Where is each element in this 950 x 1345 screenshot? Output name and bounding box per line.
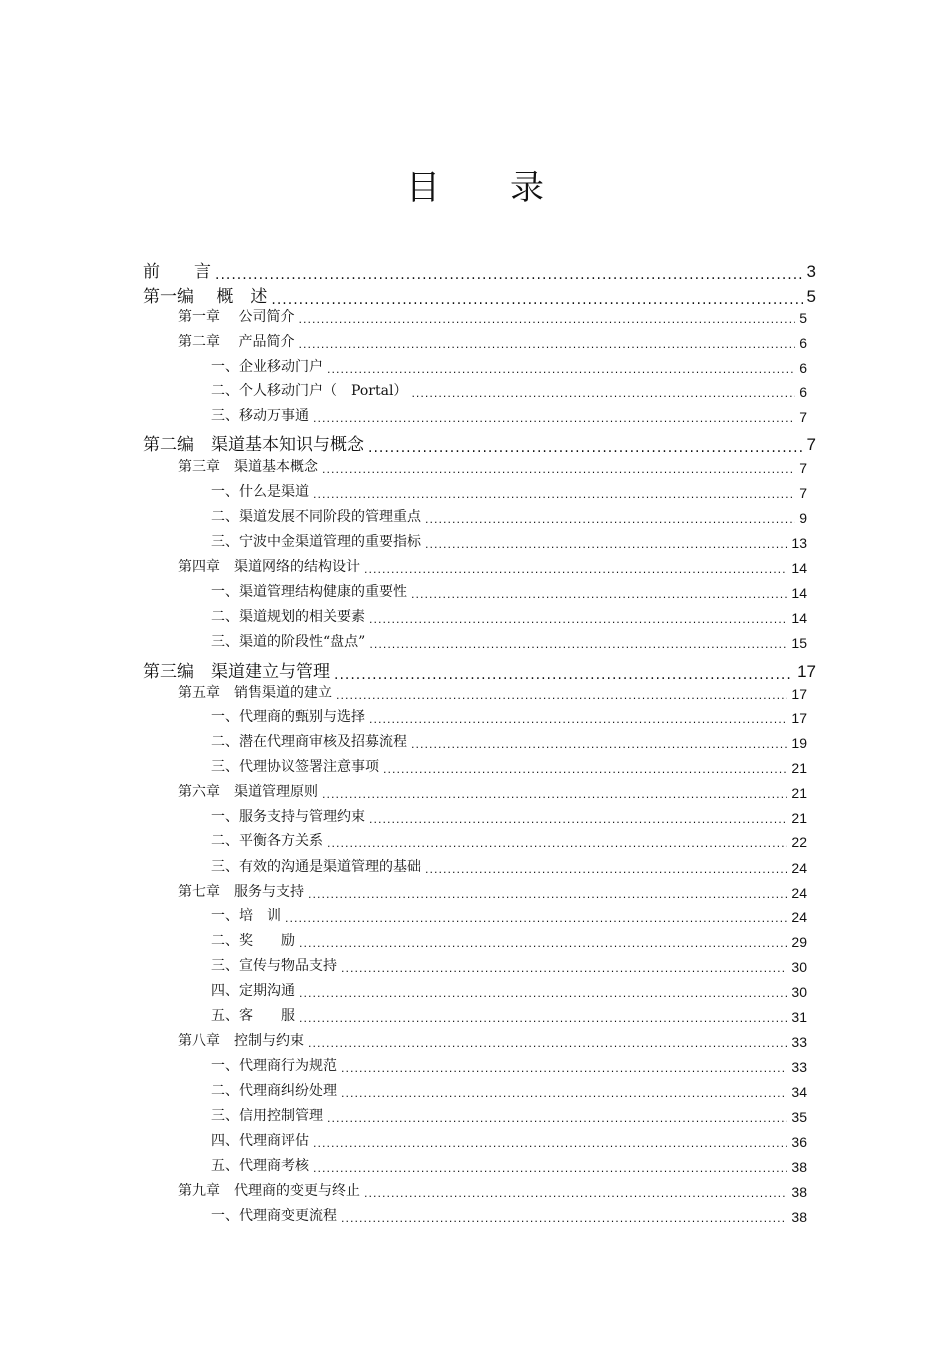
toc-entry-page-number: 17 <box>791 686 807 702</box>
toc-entry-label: 三、有效的沟通是渠道管理的基础 <box>211 859 421 875</box>
toc-entry[interactable] <box>211 1105 807 1125</box>
dot-leader <box>411 737 787 751</box>
toc-entry-page-number: 38 <box>791 1209 807 1225</box>
toc-entry-page-number: 14 <box>791 585 807 601</box>
toc-entry-page-number: 7 <box>799 409 807 425</box>
dot-leader <box>299 986 787 1000</box>
toc-entry-page-number: 14 <box>791 610 807 626</box>
toc-entry[interactable] <box>211 955 807 975</box>
toc-entry-page-number: 38 <box>791 1184 807 1200</box>
toc-entry-label: 二、个人移动门户（ Portal） <box>211 383 408 399</box>
toc-entry[interactable] <box>143 282 816 307</box>
dot-leader <box>364 562 787 576</box>
dot-leader <box>425 862 787 876</box>
toc-entry-page-number: 24 <box>791 909 807 925</box>
toc-entry-label: 一、代理商行为规范 <box>211 1058 337 1074</box>
dot-leader <box>308 887 787 901</box>
toc-entry[interactable] <box>211 830 807 850</box>
toc-entry-label: 第二章 产品简介 <box>178 334 295 350</box>
toc-entry-page-number: 13 <box>791 535 807 551</box>
dot-leader <box>369 812 787 826</box>
dot-leader <box>215 265 803 282</box>
toc-entry-label: 二、平衡各方关系 <box>211 833 323 849</box>
toc-entry[interactable] <box>178 682 807 702</box>
toc-entry[interactable] <box>178 881 807 901</box>
toc-entry-label: 四、代理商评估 <box>211 1133 309 1149</box>
toc-entry-page-number: 30 <box>791 959 807 975</box>
toc-entry[interactable] <box>178 781 807 801</box>
toc-entry-label: 二、渠道发展不同阶段的管理重点 <box>211 509 421 525</box>
toc-entry-page-number: 17 <box>791 710 807 726</box>
toc-entry-page-number: 21 <box>791 760 807 776</box>
toc-entry-label: 四、定期沟通 <box>211 983 295 999</box>
toc-entry-label: 第五章 销售渠道的建立 <box>178 685 332 701</box>
toc-entry[interactable] <box>211 631 807 651</box>
toc-entry[interactable] <box>211 1130 807 1150</box>
toc-entry[interactable] <box>211 905 807 925</box>
dot-leader <box>369 612 787 626</box>
toc-entry-label: 三、宣传与物品支持 <box>211 958 337 974</box>
toc-entry[interactable] <box>143 257 816 282</box>
dot-leader <box>341 1061 787 1075</box>
toc-entry-label: 一、代理商变更流程 <box>211 1208 337 1224</box>
toc-entry-page-number: 33 <box>791 1034 807 1050</box>
dot-leader <box>298 312 795 326</box>
toc-entry-page-number: 5 <box>799 310 807 326</box>
toc-entry-page-number: 14 <box>791 560 807 576</box>
dot-leader <box>364 1186 787 1200</box>
toc-entry-page-number: 7 <box>799 485 807 501</box>
toc-entry[interactable] <box>211 930 807 950</box>
toc-entry[interactable] <box>211 856 807 876</box>
toc-entry-label: 二、代理商纠纷处理 <box>211 1083 337 1099</box>
toc-entry[interactable] <box>143 657 816 682</box>
toc-entry[interactable] <box>211 506 807 526</box>
toc-entry-label: 三、移动万事通 <box>211 408 309 424</box>
toc-entry[interactable] <box>178 456 807 476</box>
toc-entry-page-number: 7 <box>806 435 816 454</box>
title-char-2: 录 <box>510 168 544 208</box>
toc-entry-label: 二、奖 励 <box>211 933 295 949</box>
toc-entry-label: 第一编 概 述 <box>143 287 268 307</box>
toc-entry-page-number: 9 <box>799 510 807 526</box>
toc-entry-label: 第七章 服务与支持 <box>178 884 304 900</box>
dot-leader <box>341 1211 787 1225</box>
dot-leader <box>313 1161 787 1175</box>
toc-entry-page-number: 15 <box>791 635 807 651</box>
toc-entry[interactable] <box>211 1205 807 1225</box>
toc-entry-page-number: 24 <box>791 860 807 876</box>
toc-entry-page-number: 36 <box>791 1134 807 1150</box>
toc-entry-label: 五、客 服 <box>211 1008 295 1024</box>
toc-entry-page-number: 6 <box>799 335 807 351</box>
dot-leader <box>322 787 787 801</box>
toc-entry[interactable] <box>211 606 807 626</box>
toc-entry-page-number: 3 <box>806 262 816 281</box>
dot-leader <box>285 911 787 925</box>
toc-entry[interactable] <box>211 1080 807 1100</box>
toc-entry-page-number: 7 <box>799 460 807 476</box>
toc-entry[interactable] <box>211 405 807 425</box>
toc-entry-page-number: 22 <box>791 834 807 850</box>
dot-leader <box>327 362 795 376</box>
toc-entry-label: 第一章 公司简介 <box>178 309 295 325</box>
toc-entry-page-number: 30 <box>791 984 807 1000</box>
dot-leader <box>299 936 787 950</box>
dot-leader <box>271 290 802 307</box>
toc-entry-label: 三、宁波中金渠道管理的重要指标 <box>211 534 421 550</box>
toc-entry-label: 第九章 代理商的变更与终止 <box>178 1183 360 1199</box>
dot-leader <box>313 1136 787 1150</box>
toc-entry-page-number: 29 <box>791 934 807 950</box>
dot-leader <box>383 762 787 776</box>
toc-entry[interactable] <box>143 430 816 455</box>
toc-entry-label: 三、代理协议签署注意事项 <box>211 759 379 775</box>
toc-entry-page-number: 21 <box>791 785 807 801</box>
toc-entry[interactable] <box>211 1055 807 1075</box>
dot-leader <box>425 537 787 551</box>
toc-entry-page-number: 21 <box>791 810 807 826</box>
toc-entry[interactable] <box>178 331 807 351</box>
toc-entry-label: 一、服务支持与管理约束 <box>211 809 365 825</box>
dot-leader <box>368 438 803 455</box>
dot-leader <box>411 587 787 601</box>
toc-entry-label: 三、信用控制管理 <box>211 1108 323 1124</box>
toc-entry-page-number: 6 <box>799 360 807 376</box>
toc-entry-label: 一、培 训 <box>211 908 281 924</box>
toc-entry-label: 五、代理商考核 <box>211 1158 309 1174</box>
toc-entry[interactable] <box>211 1155 807 1175</box>
toc-entry-label: 前 言 <box>143 262 211 282</box>
toc-entry-page-number: 5 <box>806 287 816 306</box>
toc-entry-label: 第三章 渠道基本概念 <box>178 459 318 475</box>
toc-entry-page-number: 34 <box>791 1084 807 1100</box>
toc-entry[interactable] <box>211 581 807 601</box>
dot-leader <box>322 462 795 476</box>
toc-entry-label: 一、企业移动门户 <box>211 359 323 375</box>
toc-entry-label: 第四章 渠道网络的结构设计 <box>178 559 360 575</box>
toc-entry[interactable] <box>178 1030 807 1050</box>
dot-leader <box>327 1111 787 1125</box>
toc-entry[interactable] <box>211 806 807 826</box>
toc-entry-page-number: 35 <box>791 1109 807 1125</box>
dot-leader <box>341 961 787 975</box>
toc-entry[interactable] <box>211 531 807 551</box>
toc-entry-page-number: 38 <box>791 1159 807 1175</box>
toc-entry-page-number: 19 <box>791 735 807 751</box>
toc-entry-label: 三、渠道的阶段性“盘点” <box>211 634 366 650</box>
dot-leader <box>298 337 795 351</box>
toc-entry-label: 第六章 渠道管理原则 <box>178 784 318 800</box>
dot-leader <box>369 637 787 651</box>
dot-leader <box>313 411 795 425</box>
toc-entry-page-number: 24 <box>791 885 807 901</box>
toc-entry[interactable] <box>178 1180 807 1200</box>
toc-entry[interactable] <box>178 556 807 576</box>
dot-leader <box>411 386 795 400</box>
toc-entry-page-number: 33 <box>791 1059 807 1075</box>
dot-leader <box>369 712 787 726</box>
dot-leader <box>308 1036 787 1050</box>
dot-leader <box>425 512 795 526</box>
toc-entry[interactable] <box>211 356 807 376</box>
toc-entry-label: 第八章 控制与约束 <box>178 1033 304 1049</box>
toc-entry-page-number: 17 <box>797 662 816 681</box>
toc-entry[interactable] <box>211 731 807 751</box>
toc-entry-label: 二、潜在代理商审核及招募流程 <box>211 734 407 750</box>
page-title <box>0 160 950 209</box>
toc-entry-label: 一、什么是渠道 <box>211 484 309 500</box>
title-char-1: 目 <box>406 168 440 208</box>
dot-leader <box>299 1011 787 1025</box>
toc-entry[interactable] <box>178 306 807 326</box>
toc-entry[interactable] <box>211 1005 807 1025</box>
dot-leader <box>336 688 787 702</box>
toc-entry[interactable] <box>211 756 807 776</box>
toc-entry-label: 一、代理商的甄别与选择 <box>211 709 365 725</box>
toc-entry-page-number: 31 <box>791 1009 807 1025</box>
toc-entry[interactable] <box>211 380 807 400</box>
toc-entry-label: 第二编 渠道基本知识与概念 <box>143 435 364 455</box>
dot-leader <box>327 836 787 850</box>
toc-entry[interactable] <box>211 481 807 501</box>
toc-entry-page-number: 6 <box>799 384 807 400</box>
toc-entry-label: 一、渠道管理结构健康的重要性 <box>211 584 407 600</box>
dot-leader <box>341 1086 787 1100</box>
toc-entry[interactable] <box>211 980 807 1000</box>
dot-leader <box>334 665 793 682</box>
toc-entry[interactable] <box>211 706 807 726</box>
toc-entry-label: 二、渠道规划的相关要素 <box>211 609 365 625</box>
dot-leader <box>313 487 795 501</box>
toc-entry-label: 第三编 渠道建立与管理 <box>143 662 330 682</box>
